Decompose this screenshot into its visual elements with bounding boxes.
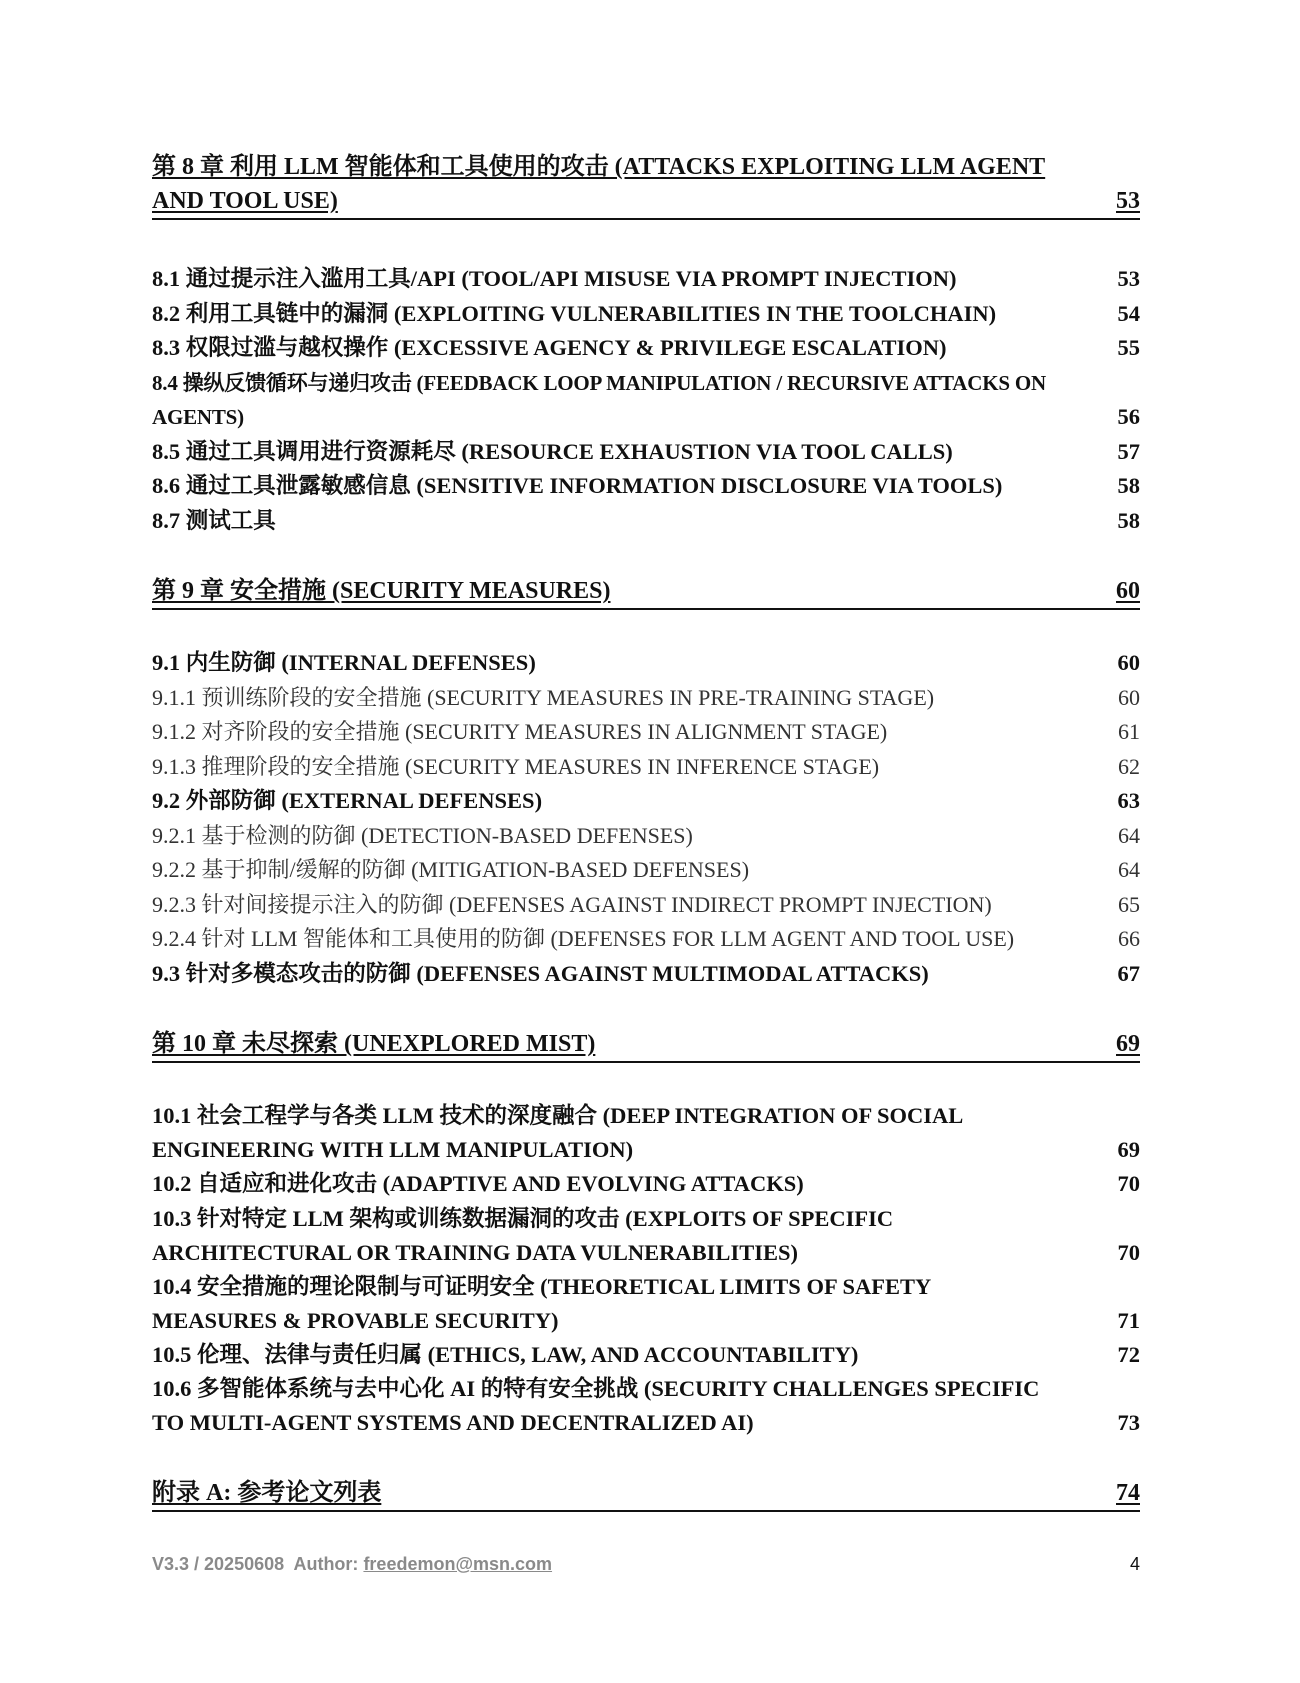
toc-entry[interactable]: [152, 784, 1140, 819]
toc-entry[interactable]: [152, 1338, 1140, 1373]
entry-page: 62: [1118, 753, 1140, 779]
page-number: 4: [1129, 1554, 1140, 1574]
toc-entry[interactable]: [152, 435, 1140, 470]
toc-subentry[interactable]: [152, 819, 1140, 854]
chapter-page: 69: [1116, 1031, 1140, 1057]
chapter-page: 74: [1116, 1480, 1140, 1506]
entry-page: 71: [1117, 1307, 1140, 1333]
entry-title: 10.5 伦理、法律与责任归属 (ETHICS, LAW, AND ACCOUNTABILITY): [152, 1341, 859, 1367]
chapter-page: 53: [1116, 188, 1140, 214]
toc-entry[interactable]: [152, 331, 1140, 366]
entry-title: 8.3 权限过滥与越权操作 (EXCESSIVE AGENCY & PRIVILEGE ESCALATION): [152, 335, 947, 360]
entry-title: 9.1 内生防御 (INTERNAL DEFENSES): [152, 650, 536, 675]
toc-entry[interactable]: [152, 957, 1140, 992]
entry-title: 8.2 利用工具链中的漏洞 (EXPLOITING VULNERABILITIES IN THE TOOLCHAIN): [152, 300, 997, 326]
toc-subentry[interactable]: [152, 715, 1140, 750]
toc-subentry[interactable]: [152, 750, 1140, 785]
entry-title: 9.1.3 推理阶段的安全措施 (SECURITY MEASURES IN INFERENCE STAGE): [152, 753, 880, 779]
toc-entry[interactable]: [152, 366, 1140, 435]
toc-subentry[interactable]: [152, 888, 1140, 923]
entry-page: 63: [1117, 788, 1140, 813]
entry-title: 9.1.1 预训练阶段的安全措施 (SECURITY MEASURES IN PRE-TRAINING STAGE): [152, 684, 935, 710]
entry-page: 67: [1117, 960, 1140, 986]
entry-page: 65: [1118, 891, 1140, 917]
entry-page: 60: [1117, 650, 1140, 675]
toc-entry[interactable]: [152, 297, 1140, 332]
chapter-page: 60: [1116, 578, 1140, 604]
entry-title: 9.2.2 基于抑制/缓解的防御 (MITIGATION-BASED DEFENSES): [152, 857, 750, 882]
toc-entry[interactable]: [152, 469, 1140, 504]
chapter-title: 第 8 章 利用 LLM 智能体和工具使用的攻击 (ATTACKS EXPLOITING LLM AGENT AND TOOL USE): [152, 154, 1046, 214]
toc-entry[interactable]: [152, 1202, 1140, 1270]
version-author: V3.3 / 20250608 Author:: [152, 1554, 364, 1574]
entry-title: 9.2.1 基于检测的防御 (DETECTION-BASED DEFENSES): [152, 822, 693, 848]
toc-entry[interactable]: [152, 504, 1140, 539]
entry-page: 60: [1118, 684, 1140, 710]
entry-title: 10.6 多智能体系统与去中心化 AI 的特有安全挑战 (SECURITY CHALLENGES SPECIFIC TO MULTI-AGENT SYSTEMS AND DECENTRALIZED AI): [152, 1376, 1040, 1435]
entry-page: 53: [1117, 266, 1140, 291]
entry-page: 70: [1117, 1171, 1140, 1196]
entry-page: 64: [1118, 857, 1140, 882]
entry-title: 8.5 通过工具调用进行资源耗尽 (RESOURCE EXHAUSTION VIA TOOL CALLS): [152, 438, 953, 464]
toc-subentry[interactable]: [152, 922, 1140, 957]
entry-title: 10.2 自适应和进化攻击 (ADAPTIVE AND EVOLVING ATTACKS): [152, 1171, 804, 1196]
chapter-9-heading[interactable]: [152, 574, 1140, 610]
toc-entry[interactable]: [152, 262, 1140, 297]
entry-title: 9.2.4 针对 LLM 智能体和工具使用的防御 (DEFENSES FOR LLM AGENT AND TOOL USE): [152, 926, 1015, 951]
toc-subentry[interactable]: [152, 853, 1140, 888]
appendix-a-heading[interactable]: [152, 1476, 1140, 1512]
chapter-title: 附录 A: 参考论文列表: [152, 1480, 382, 1506]
entry-page: 70: [1117, 1239, 1140, 1265]
entry-page: 73: [1117, 1410, 1140, 1435]
toc-entry[interactable]: [152, 1167, 1140, 1202]
table-of-contents: [152, 150, 1140, 1512]
toc-entry[interactable]: [152, 1372, 1140, 1440]
entry-page: 57: [1117, 438, 1140, 464]
chapter-title: 第 9 章 安全措施 (SECURITY MEASURES): [152, 578, 611, 604]
footer-credit: [152, 1554, 552, 1575]
entry-title: 8.1 通过提示注入滥用工具/API (TOOL/API MISUSE VIA PROMPT INJECTION): [152, 266, 957, 291]
entry-page: 58: [1117, 473, 1140, 498]
entry-page: 58: [1117, 507, 1140, 533]
entry-title: 8.7 测试工具: [152, 507, 276, 533]
entry-title: 9.3 针对多模态攻击的防御 (DEFENSES AGAINST MULTIMODAL ATTACKS): [152, 960, 929, 986]
entry-page: 64: [1118, 822, 1140, 848]
entry-title: 10.3 针对特定 LLM 架构或训练数据漏洞的攻击 (EXPLOITS OF SPECIFIC ARCHITECTURAL OR TRAINING DATA VULNERABILITIES): [152, 1205, 894, 1265]
toc-entry[interactable]: [152, 1099, 1140, 1167]
entry-title: 8.4 操纵反馈循环与递归攻击 (FEEDBACK LOOP MANIPULATION / RECURSIVE ATTACKS ON AGENTS): [152, 370, 1046, 429]
entry-page: 72: [1117, 1341, 1140, 1367]
entry-title: 10.1 社会工程学与各类 LLM 技术的深度融合 (DEEP INTEGRATION OF SOCIAL ENGINEERING WITH LLM MANIPULATION): [152, 1103, 963, 1162]
toc-subentry[interactable]: [152, 681, 1140, 716]
entry-title: 10.4 安全措施的理论限制与可证明安全 (THEORETICAL LIMITS OF SAFETY MEASURES & PROVABLE SECURITY): [152, 1273, 931, 1333]
chapter-title: 第 10 章 未尽探索 (UNEXPLORED MIST): [152, 1031, 596, 1057]
entry-title: 9.2 外部防御 (EXTERNAL DEFENSES): [152, 788, 543, 813]
entry-page: 69: [1117, 1137, 1140, 1162]
page-footer: [152, 1554, 1140, 1575]
entry-page: 61: [1118, 719, 1140, 744]
entry-title: 9.2.3 针对间接提示注入的防御 (DEFENSES AGAINST INDIRECT PROMPT INJECTION): [152, 891, 992, 917]
chapter-10-heading[interactable]: [152, 1027, 1140, 1063]
entry-page: 54: [1117, 300, 1140, 326]
entry-page: 56: [1117, 404, 1140, 429]
entry-page: 66: [1118, 926, 1140, 951]
chapter-8-heading[interactable]: [152, 150, 1140, 220]
entry-title: 8.6 通过工具泄露敏感信息 (SENSITIVE INFORMATION DISCLOSURE VIA TOOLS): [152, 473, 1003, 498]
entry-title: 9.1.2 对齐阶段的安全措施 (SECURITY MEASURES IN ALIGNMENT STAGE): [152, 719, 888, 744]
toc-entry[interactable]: [152, 646, 1140, 681]
author-email-link[interactable]: freedemon@msn.com: [363, 1554, 553, 1574]
entry-page: 55: [1117, 335, 1140, 360]
toc-entry[interactable]: [152, 1270, 1140, 1338]
